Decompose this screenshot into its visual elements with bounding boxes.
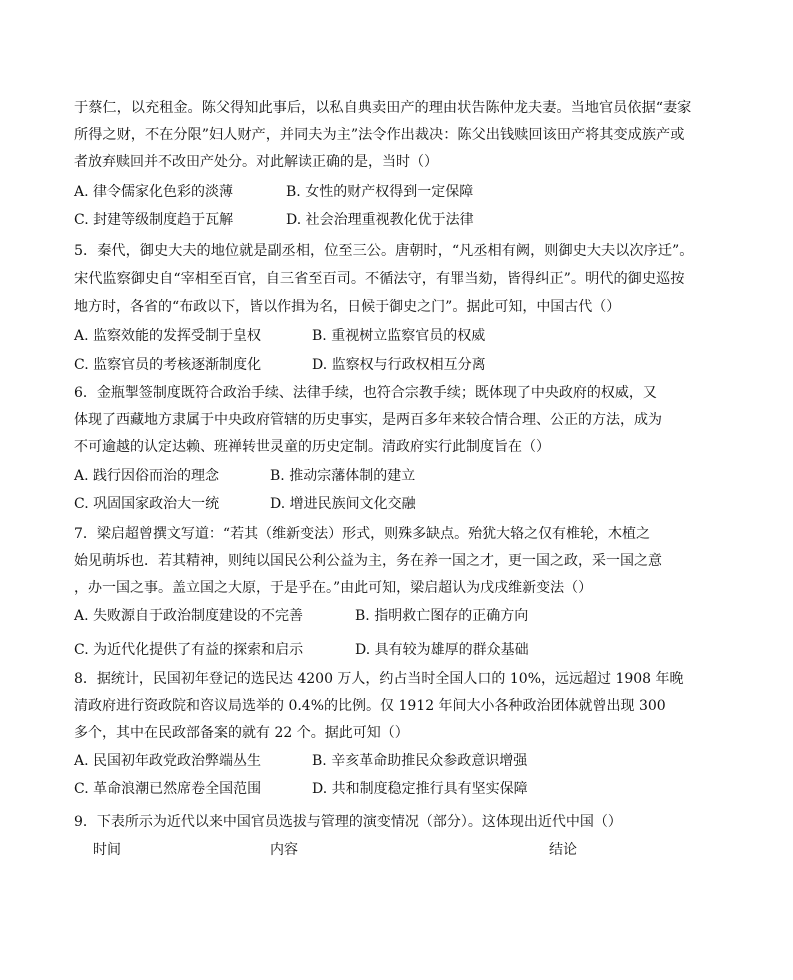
q6-stem-line-2: 体现了西藏地方隶属于中央政府管辖的历史事实，是两百多年来较合情合理、公正的方法，成为 <box>74 412 662 428</box>
q8-option-c: C. 革命浪潮已然席卷全国范围 <box>74 781 262 797</box>
q9-stem: 9．下表所示为近代以来中国官员选拔与管理的演变情况（部分）。这体现出近代中国（） <box>74 814 622 830</box>
q6-stem-line-3: 不可逾越的认定达赖、班禅转世灵童的历史定制。清政府实行此制度旨在（） <box>74 439 550 455</box>
q6-option-b: B. 推动宗藩体制的建立 <box>270 468 416 484</box>
q7-option-c: C. 为近代化提供了有益的探索和启示 <box>74 642 304 658</box>
table-header-time: 时间 <box>93 842 121 858</box>
q5-stem-line-2: 宋代监察御史自“宰相至百官，自三省至百司。不循法守，有罪当劾，皆得纠正”。明代的御史巡按 <box>74 271 685 287</box>
q4-stem-line-3: 者放弃赎回并不改田产处分。对此解读正确的是，当时（） <box>74 154 438 170</box>
q6-stem-line-1: 6．金瓶掣签制度既符合政治手续、法律手续，也符合宗教手续；既体现了中央政府的权威，又 <box>74 385 657 401</box>
q6-option-d: D. 增进民族间文化交融 <box>270 496 416 512</box>
q4-stem-line-1: 于蔡仁，以充租金。陈父得知此事后，以私自典卖田产的理由状告陈仲龙夫妻。当地官员依据“妻家 <box>74 100 692 116</box>
q5-option-a: A. 监察效能的发挥受制于皇权 <box>74 328 262 344</box>
q6-option-a: A. 践行因俗而治的理念 <box>74 468 220 484</box>
q7-stem-line-1: 7．梁启超曾撰文写道：“若其（维新变法）形式，则殊多缺点。殆犹大辂之仅有椎轮，木植之 <box>74 526 651 542</box>
q8-stem-line-3: 多个，其中在民政部备案的就有 22 个。据此可知（） <box>74 725 409 741</box>
q7-option-a: A. 失败源自于政治制度建设的不完善 <box>74 608 304 624</box>
q8-option-d: D. 共和制度稳定推行具有坚实保障 <box>312 781 528 797</box>
table-header-content: 内容 <box>270 842 298 858</box>
q7-option-d: D. 具有较为雄厚的群众基础 <box>355 642 529 658</box>
q4-stem-line-2: 所得之财，不在分限”妇人财产，并同夫为主”法令作出裁决：陈父出钱赎回该田产将其变成族产或 <box>74 127 685 143</box>
q8-stem-line-1: 8．据统计，民国初年登记的选民达 4200 万人，约占当时全国人口的 10%，远远超过 1908 年晚 <box>74 671 684 687</box>
q7-stem-line-3: ，办一国之事。盖立国之大原，于是乎在。”由此可知，梁启超认为戊戌维新变法（） <box>74 580 593 596</box>
q5-option-b: B. 重视树立监察官员的权威 <box>312 328 486 344</box>
q8-option-a: A. 民国初年政党政治弊端丛生 <box>74 753 262 769</box>
q4-option-c: C. 封建等级制度趋于瓦解 <box>74 212 234 228</box>
q5-stem-line-3: 地方时，各省的“布政以下，皆以作揖为名，日候于御史之门”。据此可知，中国古代（） <box>74 299 621 315</box>
q5-stem-line-1: 5．秦代，御史大夫的地位就是副丞相，位至三公。唐朝时，“凡丞相有阙，则御史大夫以次序迁”。 <box>74 243 694 259</box>
q5-option-d: D. 监察权与行政权相互分离 <box>312 357 486 373</box>
q8-stem-line-2: 清政府进行资政院和咨议局选举的 0.4%的比例。仅 1912 年间大小各种政治团体就曾出现 300 <box>74 698 666 714</box>
q4-option-d: D. 社会治理重视教化优于法律 <box>286 212 474 228</box>
table-header-conclusion: 结论 <box>549 842 577 858</box>
q4-option-b: B. 女性的财产权得到一定保障 <box>286 184 474 200</box>
q6-option-c: C. 巩固国家政治大一统 <box>74 496 220 512</box>
q5-option-c: C. 监察官员的考核逐渐制度化 <box>74 357 262 373</box>
q8-option-b: B. 辛亥革命助推民众参政意识增强 <box>312 753 528 769</box>
q7-option-b: B. 指明救亡图存的正确方向 <box>355 608 529 624</box>
q7-stem-line-2: 始见萌坼也．若其精神，则纯以国民公利公益为主，务在养一国之才，更一国之政，采一国之意 <box>74 553 662 569</box>
q4-option-a: A. 律令儒家化色彩的淡薄 <box>74 184 234 200</box>
